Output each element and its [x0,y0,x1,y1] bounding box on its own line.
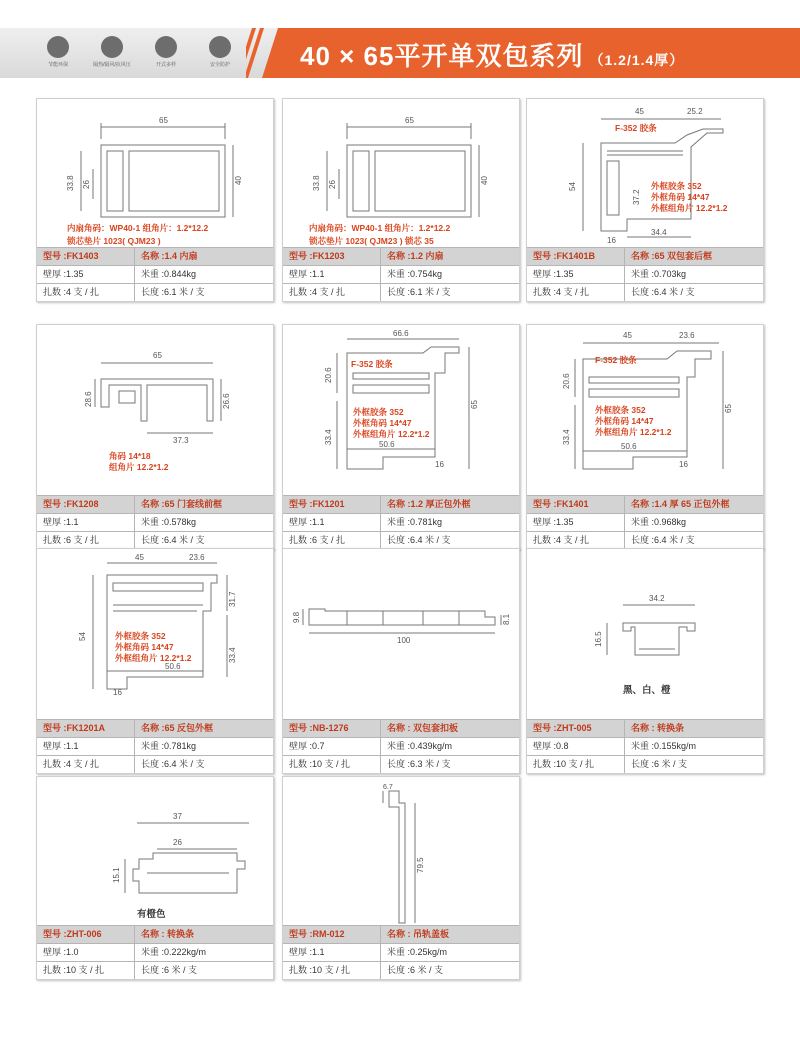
profile-drawing [37,325,273,479]
wall-thickness: 壁厚 :1.35 [527,266,625,283]
dim-label: 65 [159,116,168,125]
profile-drawing [283,777,519,931]
dim-label: 31.7 [228,591,237,607]
dim-label: 33.8 [312,175,321,191]
spec-note: 外框组角片 12.2*1.2 [353,429,430,439]
dim-label: 23.6 [679,331,695,340]
dim-label: 45 [623,331,632,340]
dim-label: 50.6 [621,442,637,451]
badge-settings: 安全防护 [200,36,240,68]
model-code: 型号 :FK1201A [37,720,135,737]
wall-thickness: 壁厚 :1.35 [527,514,625,531]
meter-weight: 米重 :0.781kg [387,517,443,527]
bundle-count: 扎数 :4 支 / 扎 [527,532,625,549]
color-options: 黑、白、橙 [623,685,671,696]
dim-label: 65 [470,400,479,409]
dim-label: 50.6 [165,662,181,671]
meter-weight: 米重 :0.968kg [631,517,687,527]
profile-name: 名称 :1.2 厚正包外框 [387,499,471,509]
profile-name: 名称 : 双包套扣板 [387,723,458,733]
dim-label: 65 [153,351,162,360]
bar-length: 长度 :6.4 米 / 支 [141,535,205,545]
dim-label: 28.6 [84,391,93,407]
profile-card-fk1201 [282,324,520,550]
spec-note: 外框组角片 12.2*1.2 [595,427,672,437]
profile-card-fk1208 [36,324,274,550]
bundle-count: 扎数 :4 支 / 扎 [37,284,135,301]
wall-thickness: 壁厚 :1.1 [283,944,381,961]
dim-label: 65 [724,404,733,413]
profile-card-nb1276 [282,548,520,774]
model-code: 型号 :ZHT-005 [527,720,625,737]
profile-card-zht005 [526,548,764,774]
profile-name: 名称 :1.2 内扇 [387,251,444,261]
profile-card-fk1401 [526,324,764,550]
bar-length: 长度 :6.1 米 / 支 [141,287,205,297]
bundle-count: 扎数 :10 支 / 扎 [283,756,381,773]
meter-weight: 米重 :0.439kg/m [387,741,453,751]
profile-name: 名称 :1.4 内扇 [141,251,198,261]
spec-note: 外框胶条 352 [353,407,404,417]
profile-name: 名称 :65 门套线前框 [141,499,223,509]
meter-weight: 米重 :0.844kg [141,269,197,279]
dim-label: 66.6 [393,329,409,338]
spec-table [37,925,273,979]
dim-label: 25.2 [687,107,703,116]
dim-label: 8.1 [502,613,511,625]
spec-table [37,495,273,549]
spec-note: 外框组角片 12.2*1.2 [115,653,192,663]
badge-grid: 开式多样 [146,36,186,68]
spec-note: 外框组角片 12.2*1.2 [651,203,728,213]
bar-length: 长度 :6 米 / 支 [141,965,198,975]
profile-name: 名称 : 转换条 [631,723,684,733]
dim-label: 16 [679,460,688,469]
spec-note: 外框胶条 352 [115,631,166,641]
gasket-note: F-352 胶条 [615,123,657,133]
dim-label: 20.6 [324,367,333,383]
bundle-count: 扎数 :4 支 / 扎 [283,284,381,301]
meter-weight: 米重 :0.25kg/m [387,947,448,957]
dim-label: 34.4 [651,228,667,237]
badge-shield: 隔热/隔风/抗风压 [92,36,132,68]
wall-thickness: 壁厚 :1.1 [37,514,135,531]
spec-table [37,247,273,301]
bar-length: 长度 :6.4 米 / 支 [631,287,695,297]
dim-label: 65 [405,116,414,125]
bundle-count: 扎数 :4 支 / 扎 [527,284,625,301]
wall-thickness: 壁厚 :1.35 [37,266,135,283]
profile-drawing [37,777,273,931]
spec-table [283,495,519,549]
profile-card-fk1403 [36,98,274,302]
wall-thickness: 壁厚 :1.1 [283,514,381,531]
dim-label: 16 [113,688,122,697]
dim-label: 16.5 [594,631,603,647]
dim-label: 50.6 [379,440,395,449]
dim-label: 33.4 [228,647,237,663]
dim-label: 54 [78,632,87,641]
spec-note: 组角片 12.2*1.2 [109,462,169,472]
feature-badges [38,36,240,68]
recycle-icon [47,36,69,58]
wall-thickness: 壁厚 :1.0 [37,944,135,961]
dim-label: 54 [568,182,577,191]
spec-table [527,719,763,773]
spec-note: 外框角码 14*47 [651,192,710,202]
dim-label: 33.4 [562,429,571,445]
bar-length: 长度 :6.4 米 / 支 [631,535,695,545]
profile-drawing [527,549,763,703]
bar-length: 长度 :6.4 米 / 支 [141,759,205,769]
gasket-note: F-352 胶条 [595,355,637,365]
meter-weight: 米重 :0.703kg [631,269,687,279]
dim-label: 79.5 [416,857,425,873]
profile-name: 名称 :1.4 厚 65 正包外框 [631,499,730,509]
bundle-count: 扎数 :6 支 / 扎 [283,532,381,549]
dim-label: 45 [635,107,644,116]
bar-length: 长度 :6.3 米 / 支 [387,759,451,769]
profile-card-fk1203 [282,98,520,302]
dim-label: 15.1 [112,867,121,883]
dim-label: 40 [480,176,489,185]
spec-note: 锁芯垫片 1023( QJM23 ) [67,236,161,246]
spec-note: 角码 14*18 [109,451,151,461]
meter-weight: 米重 :0.781kg [141,741,197,751]
gasket-note: F-352 胶条 [351,359,393,369]
profile-name: 名称 : 吊轨盖板 [387,929,449,939]
model-code: 型号 :RM-012 [283,926,381,943]
wall-thickness: 壁厚 :1.1 [37,738,135,755]
spec-table [37,719,273,773]
bundle-count: 扎数 :10 支 / 扎 [283,962,381,979]
spec-note: 内扇角码：WP40-1 组角片：1.2*12.2 [309,223,451,233]
bundle-count: 扎数 :10 支 / 扎 [37,962,135,979]
dim-label: 34.2 [649,594,665,603]
spec-note: 外框角码 14*47 [595,416,654,426]
bar-length: 长度 :6 米 / 支 [387,965,444,975]
model-code: 型号 :FK1208 [37,496,135,513]
dim-label: 45 [135,553,144,562]
bundle-count: 扎数 :4 支 / 扎 [37,756,135,773]
dim-label: 33.4 [324,429,333,445]
bar-length: 长度 :6.1 米 / 支 [387,287,451,297]
spec-table [527,247,763,301]
dim-label: 6.7 [383,784,393,791]
model-code: 型号 :FK1401 [527,496,625,513]
spec-note: 锁芯垫片 1023( QJM23 ) 锁芯 35 [309,236,434,246]
color-options: 有橙色 [137,909,166,920]
profile-card-zht006 [36,776,274,980]
meter-weight: 米重 :0.754kg [387,269,443,279]
spec-note: 外框角码 14*47 [115,642,174,652]
bar-length: 长度 :6.4 米 / 支 [387,535,451,545]
settings-icon [209,36,231,58]
dim-label: 16 [435,460,444,469]
spec-note: 外框角码 14*47 [353,418,412,428]
dim-label: 26 [82,180,91,189]
bundle-count: 扎数 :10 支 / 扎 [527,756,625,773]
spec-note: 内扇角码：WP40-1 组角片：1.2*12.2 [67,223,209,233]
dim-label: 26 [173,838,182,847]
spec-note: 外框胶条 352 [595,405,646,415]
spec-note: 外框胶条 352 [651,181,702,191]
bar-length: 长度 :6 米 / 支 [631,759,688,769]
profile-card-rm012 [282,776,520,980]
dim-label: 37.2 [632,189,641,205]
shield-icon [101,36,123,58]
bundle-count: 扎数 :6 支 / 扎 [37,532,135,549]
profile-name: 名称 :65 双包套后框 [631,251,713,261]
wall-thickness: 壁厚 :0.8 [527,738,625,755]
spec-table [283,719,519,773]
dim-label: 20.6 [562,373,571,389]
page-title: 40 × 65平开单双包系列 （1.2/1.4厚） [300,41,685,71]
profile-drawing [283,549,519,703]
dim-label: 9.8 [292,611,301,623]
dim-label: 16 [607,236,616,245]
profile-drawing [527,325,763,479]
meter-weight: 米重 :0.222kg/m [141,947,207,957]
wall-thickness: 壁厚 :0.7 [283,738,381,755]
model-code: 型号 :ZHT-006 [37,926,135,943]
dim-label: 23.6 [189,553,205,562]
wall-thickness: 壁厚 :1.1 [283,266,381,283]
spec-table [283,247,519,301]
profile-card-fk1201a [36,548,274,774]
dim-label: 37.3 [173,436,189,445]
profile-drawing [283,325,519,479]
meter-weight: 米重 :0.578kg [141,517,197,527]
grid-icon [155,36,177,58]
model-code: 型号 :FK1203 [283,248,381,265]
profile-name: 名称 :65 反包外框 [141,723,214,733]
dim-label: 26 [328,180,337,189]
badge-recycle: 节能环保 [38,36,78,68]
dim-label: 100 [397,636,411,645]
meter-weight: 米重 :0.155kg/m [631,741,697,751]
dim-label: 26.6 [222,393,231,409]
dim-label: 33.8 [66,175,75,191]
dim-label: 37 [173,812,182,821]
model-code: 型号 :FK1403 [37,248,135,265]
profile-card-fk1401b [526,98,764,302]
profile-drawing [37,549,273,703]
spec-table [527,495,763,549]
model-code: 型号 :FK1401B [527,248,625,265]
model-code: 型号 :NB-1276 [283,720,381,737]
model-code: 型号 :FK1201 [283,496,381,513]
dim-label: 40 [234,176,243,185]
spec-table [283,925,519,979]
profile-name: 名称 : 转换条 [141,929,194,939]
